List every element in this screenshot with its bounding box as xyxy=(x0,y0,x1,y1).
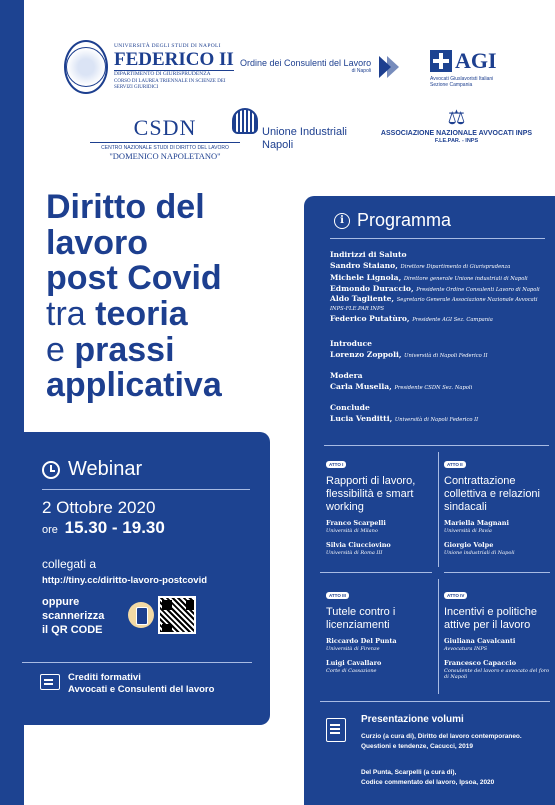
divider xyxy=(324,445,549,446)
phone-scan-icon xyxy=(128,602,154,628)
university-course: CORSO DI LAUREA TRIENNALE IN SCIENZE DEI SERVIZI GIURIDICI xyxy=(114,79,226,90)
credits xyxy=(40,672,214,696)
book2 xyxy=(361,768,494,788)
atto-card xyxy=(326,453,441,564)
university-logo xyxy=(64,38,234,96)
grid-divider xyxy=(444,572,550,573)
info-icon: i xyxy=(334,213,350,229)
programma-heading-text: Programma xyxy=(357,210,452,230)
divider xyxy=(22,662,252,663)
saluti-item: Edmondo Duraccio, Presidente Ordine Consulenti Lavoro di Napoli xyxy=(330,284,540,294)
speaker-name: Francesco Capaccio xyxy=(444,658,517,667)
speaker-affiliation: Università di Pavia xyxy=(444,527,492,534)
anai-sub: F.LE.PAR. - INPS xyxy=(434,138,479,144)
unione-line1: Unione Industriali xyxy=(262,126,347,138)
grid-divider xyxy=(320,701,550,702)
speaker-affiliation: Unione industriali di Napoli xyxy=(444,549,515,556)
agi-sub1: Avvocati Giuslavoristi Italiani xyxy=(430,76,494,82)
atto-title: Contrattazione collettiva e relazioni sindacali xyxy=(444,475,540,513)
agi-cross-icon xyxy=(430,50,452,72)
introduce-block: Introduce Lorenzo Zoppoli, Università di Napoli Federico II xyxy=(330,338,552,361)
book1-line2: Questioni e tendenze, Cacucci, 2019 xyxy=(361,743,473,751)
qr-line1: oppure xyxy=(42,596,80,608)
title-line4-bold: teoria xyxy=(95,295,188,334)
speaker-role: Presidente Ordine Consulenti Lavoro di Napoli xyxy=(416,287,540,294)
clock-icon xyxy=(42,461,60,479)
atto-card xyxy=(444,584,552,688)
university-department: DIPARTIMENTO DI GIURISPRUDENZA xyxy=(114,70,234,78)
atto-badge: ATTO IV xyxy=(444,592,467,599)
speaker-role: Presidente AGI Sez. Campania xyxy=(412,316,493,323)
webinar-link[interactable]: http://tiny.cc/diritto-lavoro-postcovid xyxy=(42,575,208,586)
webinar-box xyxy=(0,432,270,725)
atto-title: Tutele contro i licenziamenti xyxy=(326,606,396,631)
webinar-time xyxy=(42,518,165,538)
qr-instructions xyxy=(42,596,104,637)
unione-industriali-logo xyxy=(232,108,352,154)
book2-line2: Codice commentato del lavoro, Ipsoa, 2020 xyxy=(361,779,495,787)
title-line1: Diritto del xyxy=(46,188,205,226)
csdn-name: CSDN xyxy=(133,115,197,140)
speaker-name: Carla Musella xyxy=(330,382,390,391)
speaker-affiliation: Università di Roma III xyxy=(326,549,383,556)
speaker-affiliation: Avvocatura INPS xyxy=(444,645,488,652)
book2-line1: Del Punta, Scarpelli (a cura di), xyxy=(361,769,457,776)
university-line1: UNIVERSITÀ DEGLI STUDI DI NAPOLI xyxy=(114,43,221,50)
anai-name: ASSOCIAZIONE NAZIONALE AVVOCATI INPS xyxy=(380,130,533,137)
saluti-label: Indirizzi di Saluto xyxy=(330,250,407,259)
speaker-role: Presidente CSDN Sez. Napoli xyxy=(394,385,473,391)
speaker-role: Segretario Generale Associazione Nazionale Avvocati INPS-FLE.PAR INPS xyxy=(330,296,538,312)
introduce-label: Introduce xyxy=(330,339,372,348)
time-range: 15.30 - 19.30 xyxy=(64,518,165,537)
programma-box xyxy=(304,196,555,805)
speaker-role: Università di Napoli Federico II xyxy=(394,417,479,423)
speaker-affiliation: Università di Milano xyxy=(326,527,378,534)
title-line5 xyxy=(46,330,296,369)
speaker-role: Direttore generale Unione industriali di Napoli xyxy=(403,275,528,282)
atto-card xyxy=(444,453,552,564)
speaker-affiliation: Università di Firenze xyxy=(326,645,380,652)
speaker-name: Silvia Ciucciovino xyxy=(326,540,391,549)
presentazione-title: Presentazione volumi xyxy=(361,714,464,725)
speaker-name: Edmondo Duraccio xyxy=(330,284,411,294)
speaker-role: Direttore Dipartimento di Giurisprudenza xyxy=(400,264,511,270)
agi-logo xyxy=(430,48,510,96)
university-name: FEDERICO II xyxy=(114,48,234,70)
speaker-name: Mariella Magnani xyxy=(444,518,509,527)
agi-name: AGI xyxy=(455,48,497,73)
book1 xyxy=(361,732,522,752)
csdn-logo xyxy=(90,115,240,165)
csdn-sub1: CENTRO NAZIONALE STUDI DI DIRITTO DEL LAVORO xyxy=(90,142,240,151)
conclude-block: Conclude Lucia Venditti, Università di Napoli Federico II xyxy=(330,402,552,425)
speaker-name: Lucia Venditti xyxy=(330,414,390,423)
saluti-item: Aldo Tagliente, Segretario Generale Associazione Nazionale Avvocati INPS-FLE.PAR INPS xyxy=(330,293,538,312)
saluti-block xyxy=(330,249,552,324)
speaker-name: Franco Scarpelli xyxy=(326,518,386,527)
ordine-arrow-icon xyxy=(377,54,403,80)
speaker-name: Riccardo Del Punta xyxy=(326,636,397,645)
title-line3: post Covid xyxy=(46,259,222,298)
atto-card xyxy=(326,584,441,682)
speaker-affiliation: Consulente del lavoro e avvocato del foro di Napoli xyxy=(444,667,550,680)
programma-heading xyxy=(334,210,451,231)
speaker-name: Sandro Staiano xyxy=(330,261,396,270)
title-line6: applicativa xyxy=(46,366,222,405)
university-seal-icon xyxy=(64,40,108,94)
saluti-item: Sandro Staiano, Direttore Dipartimento di Giurisprudenza xyxy=(330,261,511,270)
divider xyxy=(42,489,250,490)
speaker-name: Federico Putatùro xyxy=(330,313,407,323)
unione-line2: Napoli xyxy=(262,138,294,151)
divider xyxy=(330,238,545,239)
ordine-name: Ordine dei Consulenti del Lavoro xyxy=(240,58,372,69)
event-title xyxy=(46,190,296,404)
qr-area xyxy=(128,596,196,634)
csdn-sub2: "DOMENICO NAPOLETANO" xyxy=(109,151,221,161)
speaker-name: Giuliana Cavalcanti xyxy=(444,636,516,645)
qr-line2: scannerizza xyxy=(42,609,105,622)
speaker-name: Luigi Cavallaro xyxy=(326,658,382,667)
unione-shell-icon xyxy=(232,108,258,134)
speaker-name: Michele Lignola xyxy=(330,272,399,282)
speaker-role: Università di Napoli Federico II xyxy=(404,353,488,359)
title-line5-bold: prassi xyxy=(74,330,175,369)
title-line2: lavoro xyxy=(46,223,149,262)
atto-badge: ATTO II xyxy=(444,461,466,468)
anai-logo xyxy=(374,108,539,154)
atto-title: Incentivi e politiche attive per il lavoro xyxy=(444,606,537,631)
speaker-name: Aldo Tagliente xyxy=(330,293,392,303)
grid-divider xyxy=(320,572,432,573)
credits-line1: Crediti formativi xyxy=(68,672,141,683)
atto-badge: ATTO I xyxy=(326,461,346,468)
speaker-affiliation: Corte di Cassazione xyxy=(326,667,377,674)
agi-sub2: Sezione Campania xyxy=(430,82,473,88)
speaker-name: Lorenzo Zoppoli xyxy=(330,350,399,359)
book1-line1: Curzio (a cura di), Diritto del lavoro contemporaneo. xyxy=(361,733,522,740)
saluti-item: Michele Lignola, Direttore generale Unione industriali di Napoli xyxy=(330,272,528,282)
webinar-heading xyxy=(42,458,142,481)
ordine-sub: di Napoli xyxy=(351,68,372,75)
title-line4 xyxy=(46,297,296,333)
saluti-item: Federico Putatùro, Presidente AGI Sez. Campania xyxy=(330,313,493,323)
modera-block: Modera Carla Musella, Presidente CSDN Sez. Napoli xyxy=(330,370,552,393)
conclude-label: Conclude xyxy=(330,403,370,412)
time-prefix: ore xyxy=(42,524,58,536)
modera-label: Modera xyxy=(330,371,363,380)
certificate-icon xyxy=(40,674,60,690)
credits-line2: Avvocati e Consulenti del lavoro xyxy=(68,683,215,695)
title-line4-light: tra xyxy=(46,295,96,334)
ordine-consulenti-logo xyxy=(240,50,410,84)
scales-icon: ⚖ xyxy=(447,107,466,129)
speaker-name: Giorgio Volpe xyxy=(444,540,494,549)
webinar-date: 2 Ottobre 2020 xyxy=(42,498,156,517)
qr-code[interactable] xyxy=(158,596,196,634)
title-line5-light: e xyxy=(46,330,75,369)
webinar-heading-text: Webinar xyxy=(68,458,143,480)
book-icon xyxy=(326,718,346,742)
atto-badge: ATTO III xyxy=(326,592,349,599)
atto-title: Rapporti di lavoro, flessibilità e smart working xyxy=(326,475,416,513)
qr-line3: il QR CODE xyxy=(42,623,103,636)
connect-label: collegati a xyxy=(42,557,97,571)
